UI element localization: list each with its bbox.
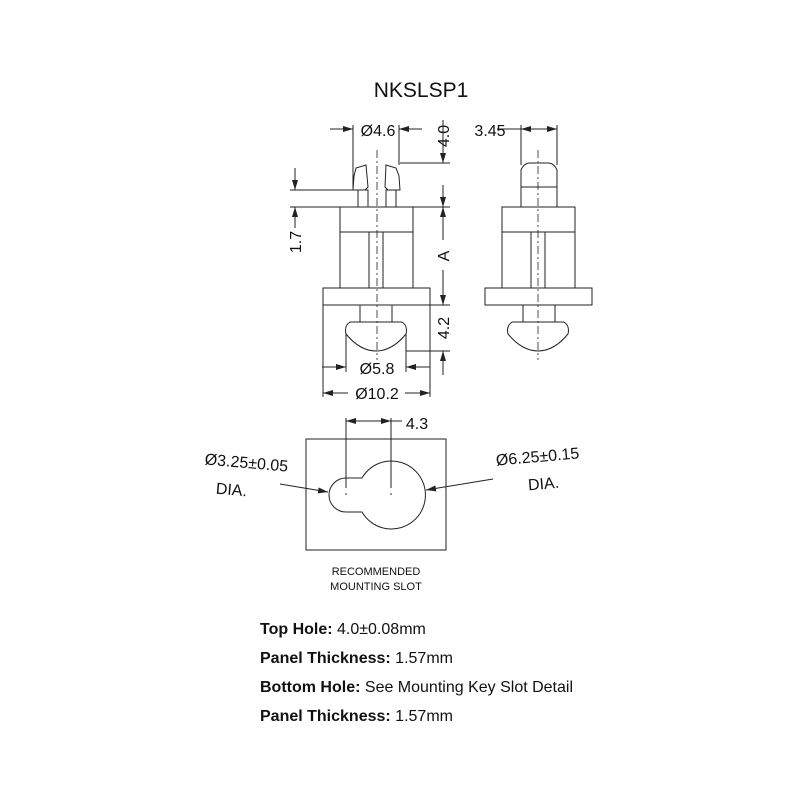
small-hole-label: Ø3.25±0.05 (204, 451, 289, 476)
spec-value: See Mounting Key Slot Detail (364, 679, 574, 696)
small-hole-dia: DIA. (215, 480, 248, 501)
spec-value: 4.0±0.08mm (337, 621, 426, 638)
slot-caption-line2: MOUNTING SLOT (330, 581, 422, 593)
dim-head-dia: Ø5.8 (359, 361, 395, 378)
part-title: NKSLSP1 (373, 79, 469, 102)
spec-label: Top Hole: (260, 621, 333, 638)
spec-label: Bottom Hole: (260, 679, 361, 696)
mounting-slot (204, 416, 580, 593)
dim-flange-dia: Ø10.2 (355, 386, 399, 403)
side-view (474, 123, 592, 360)
spec-label: Panel Thickness: (260, 708, 391, 725)
spec-label: Panel Thickness: (260, 650, 391, 667)
spec-panel-thickness-top (260, 649, 573, 678)
dim-slot-spacing: 4.3 (405, 416, 429, 433)
dim-bottom-height: 4.2 (436, 316, 453, 340)
large-hole-dia: DIA. (527, 474, 560, 495)
dim-tab-height: 1.7 (288, 230, 305, 254)
spec-value: 1.57mm (395, 650, 453, 667)
large-hole-label: Ø6.25±0.15 (495, 445, 580, 470)
dim-side-width: 3.45 (474, 123, 506, 140)
spec-value: 1.57mm (395, 708, 453, 725)
slot-caption-line1: RECOMMENDED (331, 566, 421, 578)
specifications (260, 620, 573, 736)
dim-panel-a: A (436, 250, 453, 262)
spec-bottom-hole (260, 678, 573, 707)
spec-panel-thickness-bottom (260, 707, 573, 736)
spec-top-hole (260, 620, 573, 649)
dim-top-dia: Ø4.6 (360, 123, 396, 140)
front-view (323, 150, 430, 360)
dim-top-height: 4.0 (436, 124, 453, 148)
